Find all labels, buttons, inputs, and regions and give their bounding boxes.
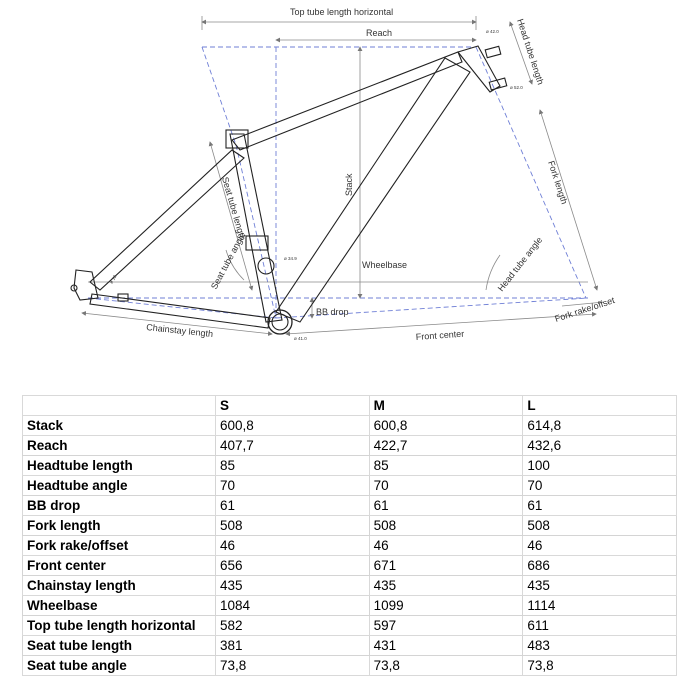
table-row (23, 576, 677, 596)
table-cell: 597 (369, 616, 523, 636)
label-bb-drop: BB drop (316, 307, 349, 317)
table-cell: 508 (523, 516, 677, 536)
frame-outline (71, 46, 507, 334)
table-row (23, 496, 677, 516)
label-fork-rake: Fork rake/offset (553, 295, 616, 324)
table-cell: 508 (216, 516, 370, 536)
row-label: Front center (23, 556, 216, 576)
row-label: Fork rake/offset (23, 536, 216, 556)
table-cell: 46 (369, 536, 523, 556)
table-cell: 70 (523, 476, 677, 496)
table-cell: 611 (523, 616, 677, 636)
geometry-table (22, 395, 677, 676)
label-head-tube-angle: Head tube angle (495, 235, 545, 294)
table-row (23, 556, 677, 576)
table-cell: 100 (523, 456, 677, 476)
table-cell: 432,6 (523, 436, 677, 456)
label-fork-length: Fork length (546, 159, 570, 206)
table-cell: 600,8 (216, 416, 370, 436)
table-cell: 73,8 (523, 656, 677, 676)
table-cell: 73,8 (369, 656, 523, 676)
row-label: Seat tube angle (23, 656, 216, 676)
table-row (23, 636, 677, 656)
column-header: S (216, 396, 370, 416)
table-row (23, 456, 677, 476)
label-seat-tube-angle: Seat tube angle (208, 230, 248, 291)
row-label: Reach (23, 436, 216, 456)
label-stack: Stack (344, 173, 354, 196)
table-cell: 671 (369, 556, 523, 576)
table-row (23, 416, 677, 436)
row-label: Wheelbase (23, 596, 216, 616)
column-header: L (523, 396, 677, 416)
row-label: Fork length (23, 516, 216, 536)
table-cell: 407,7 (216, 436, 370, 456)
table-header-row (23, 396, 677, 416)
table-cell: 422,7 (369, 436, 523, 456)
row-label: BB drop (23, 496, 216, 516)
label-front-center: Front center (415, 328, 465, 342)
table-cell: 431 (369, 636, 523, 656)
table-cell: 85 (216, 456, 370, 476)
callout-dropout: ø 12 (108, 274, 118, 285)
row-label: Headtube angle (23, 476, 216, 496)
table-cell: 61 (369, 496, 523, 516)
row-label: Seat tube length (23, 636, 216, 656)
table-cell: 435 (523, 576, 677, 596)
row-label: Headtube length (23, 456, 216, 476)
table-cell: 85 (369, 456, 523, 476)
table-row (23, 436, 677, 456)
table-cell: 1114 (523, 596, 677, 616)
label-reach: Reach (366, 28, 393, 38)
table-cell: 508 (369, 516, 523, 536)
label-wheelbase: Wheelbase (362, 260, 408, 270)
table-row (23, 476, 677, 496)
table-corner-cell (23, 396, 216, 416)
dimension-lines (82, 16, 604, 334)
callout-headset-bottom: ø 52.0 (510, 85, 523, 90)
table-row (23, 516, 677, 536)
table-row (23, 656, 677, 676)
table-cell: 614,8 (523, 416, 677, 436)
table-cell: 61 (216, 496, 370, 516)
table-cell: 435 (216, 576, 370, 596)
table-row (23, 616, 677, 636)
table-cell: 1099 (369, 596, 523, 616)
callout-bottom-bracket: ø 41.0 (294, 336, 307, 341)
table-cell: 73,8 (216, 656, 370, 676)
table-cell: 686 (523, 556, 677, 576)
table-row (23, 596, 677, 616)
diagram-labels (146, 7, 617, 342)
diameter-callouts (109, 29, 524, 341)
row-label: Top tube length horizontal (23, 616, 216, 636)
table-cell: 46 (216, 536, 370, 556)
table-cell: 600,8 (369, 416, 523, 436)
table-cell: 61 (523, 496, 677, 516)
row-label: Chainstay length (23, 576, 216, 596)
table-cell: 582 (216, 616, 370, 636)
table-row (23, 536, 677, 556)
table-cell: 483 (523, 636, 677, 656)
row-label: Stack (23, 416, 216, 436)
table-cell: 435 (369, 576, 523, 596)
table-cell: 1084 (216, 596, 370, 616)
table-cell: 381 (216, 636, 370, 656)
label-seat-tube-length: Seat tube length (220, 175, 248, 242)
callout-seatpost: ø 34.9 (284, 256, 297, 261)
table-cell: 46 (523, 536, 677, 556)
table-cell: 70 (216, 476, 370, 496)
label-chainstay-length: Chainstay length (145, 322, 214, 339)
label-head-tube-length: Head tube length (515, 17, 546, 86)
label-top-tube-horizontal: Top tube length horizontal (290, 7, 394, 17)
callout-headset-top: ø 42.0 (486, 29, 499, 34)
table-cell: 656 (216, 556, 370, 576)
column-header: M (369, 396, 523, 416)
table-cell: 70 (369, 476, 523, 496)
